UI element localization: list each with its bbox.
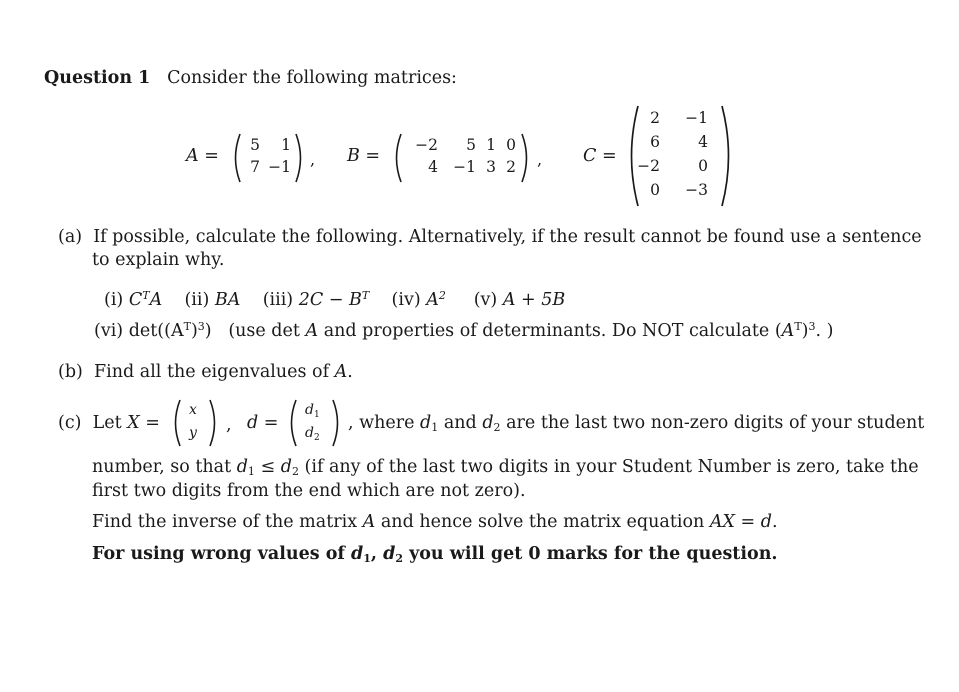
item-iv-number: (iv)	[391, 290, 421, 310]
matrix-b-cell: 4	[428, 158, 438, 176]
part-c-line1-rest: , where $d_1$ and $d_2$ are the last two non-zero digits of your student	[348, 413, 925, 434]
part-a-items-row1	[104, 289, 565, 311]
part-c-line2: number, so that $d_1 \le d_2$ (if any of the last two digits in your Student Number is zero, take the	[92, 457, 919, 478]
item-v-expr: A + 5B	[502, 290, 566, 310]
question-number: Question 1	[44, 68, 151, 88]
vector-x-entry: y	[189, 425, 197, 441]
matrix-separator: ,	[310, 150, 316, 169]
question-intro: Consider the following matrices:	[167, 68, 457, 88]
item-ii-expr: BA	[214, 290, 241, 310]
part-c-label: (c)	[58, 413, 82, 433]
matrix-c-cell: −1	[685, 109, 708, 127]
matrix-a-label: A =	[186, 146, 219, 166]
item-vi-expr: $\det((A^T)^3)$	[128, 320, 212, 341]
matrix-b-right-paren	[520, 132, 532, 184]
part-a-line2: to explain why.	[92, 250, 225, 270]
part-c-line3: first two digits from the end which are not zero).	[92, 481, 526, 501]
item-iii-number: (iii)	[262, 290, 294, 310]
part-c-label-let: (c) Let X =	[58, 413, 160, 433]
part-a-text: If possible, calculate the following. Alternatively, if the result cannot be found use a sentence	[93, 227, 922, 247]
matrix-b-cell: −1	[453, 158, 476, 176]
matrix-b-cell: 0	[506, 136, 516, 154]
matrix-a-cell: 7	[250, 158, 260, 176]
part-b-text: Find all the eigenvalues of	[94, 362, 330, 382]
vector-x-left-paren	[170, 398, 182, 448]
vector-d-entry: $d_1$	[305, 402, 320, 420]
matrix-b-cell: 2	[506, 158, 516, 176]
part-a-label: (a)	[58, 227, 83, 247]
matrix-b-cell: −2	[415, 136, 438, 154]
part-c-warning: For using wrong values of $d_1$, $d_2$ you will get 0 marks for the question.	[92, 544, 778, 565]
item-vi-note: (use det A and properties of determinants. Do NOT calculate $(A^T)^3$. )	[228, 320, 834, 341]
part-b-label: (b)	[58, 362, 83, 382]
matrix-c-cell: −2	[637, 157, 660, 175]
vector-x-entry: x	[189, 402, 197, 418]
matrix-definitions	[150, 104, 770, 208]
part-c-d-label: d =	[247, 413, 279, 433]
matrix-c-cell: 2	[650, 109, 660, 127]
part-b: (b) Find all the eigenvalues of A.	[58, 362, 353, 382]
vector-d-entry: $d_2$	[305, 425, 320, 443]
matrix-b-cell: 5	[466, 136, 476, 154]
matrix-c-right-paren	[720, 104, 736, 208]
matrix-b-label: B =	[347, 146, 381, 166]
part-c-x-label: X =	[127, 413, 160, 433]
part-a-items-row2	[94, 320, 833, 342]
question-header	[44, 67, 457, 89]
item-iii-expr: $2C - B^T$	[298, 289, 370, 310]
matrix-b-cell: 3	[486, 158, 496, 176]
vector-x-right-paren	[208, 398, 220, 448]
vector-d-left-paren	[286, 398, 298, 448]
matrix-a-right-paren	[294, 132, 306, 184]
item-ii-number: (ii)	[184, 290, 210, 310]
matrix-c-cell: 0	[650, 181, 660, 199]
matrix-a-cell: 1	[281, 136, 291, 154]
matrix-c-cell: 0	[698, 157, 708, 175]
item-iv-expr: $A^2$	[426, 289, 446, 310]
matrix-a-cell: 5	[250, 136, 260, 154]
vector-separator: ,	[226, 415, 232, 435]
matrix-separator: ,	[537, 150, 543, 169]
matrix-b-cell: 1	[486, 136, 496, 154]
part-c-line4: Find the inverse of the matrix A and hence solve the matrix equation AX = d.	[92, 512, 778, 532]
matrix-b-left-paren	[391, 132, 403, 184]
part-a-line1	[58, 226, 922, 248]
vector-d-right-paren	[331, 398, 343, 448]
matrix-a-cell: −1	[268, 158, 291, 176]
part-b-var: A	[334, 362, 348, 382]
matrix-c-label: C =	[583, 146, 617, 166]
item-i-number: (i)	[104, 290, 124, 310]
matrix-c-cell: 6	[650, 133, 660, 151]
matrix-c-cell: −3	[685, 181, 708, 199]
matrix-c-cell: 4	[698, 133, 708, 151]
item-vi-number: (vi)	[94, 321, 124, 341]
item-i-expr: $C^TA$	[128, 289, 163, 310]
item-v-number: (v)	[473, 290, 498, 310]
